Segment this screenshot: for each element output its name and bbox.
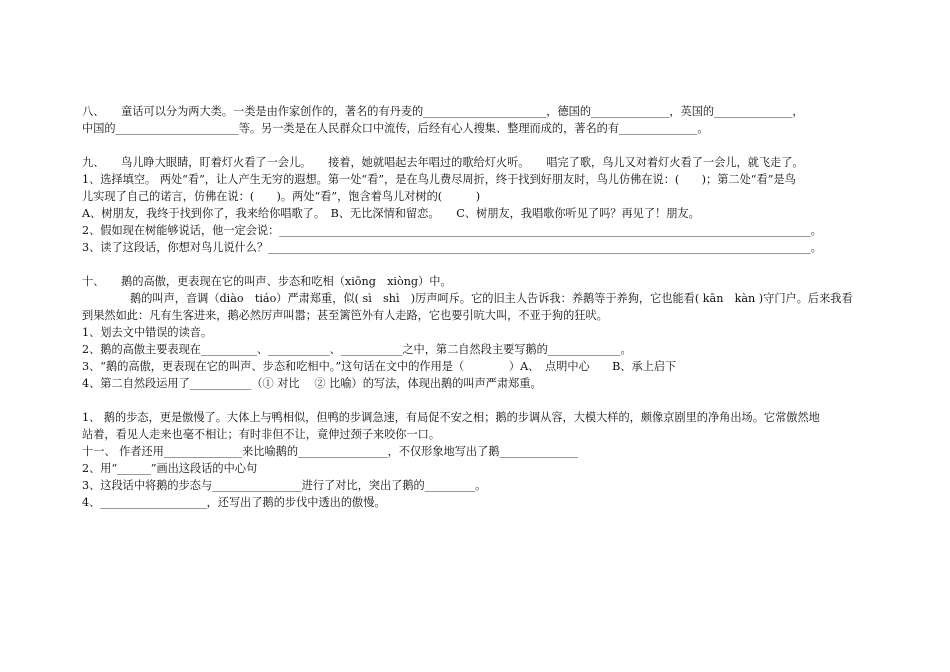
section11-q1: 十一、 作者还用______________来比喻鹅的________________，不仅形象地写出了鹅______________: [82, 445, 578, 458]
section10-heading: 十、 鹅的高傲，更表现在它的叫声、步态和吃相（xiōng xiòng）中。: [82, 275, 452, 288]
section11-q2: 2、用“______”画出这段话的中心句: [82, 462, 258, 475]
section10-q2: 2、鹅的高傲主要表现在__________、___________、___________之中，第二自然段主要写鹅的_____________。: [82, 343, 632, 356]
section9-passage: 九、 鸟儿睁大眼睛，盯着灯火看了一会儿。 接着，她就唱起去年唱过的歌给灯火听。 唱完了歌，鸟儿又对着灯火看了一会儿，就飞走了。: [82, 156, 804, 169]
section11-q3: 3、这段话中将鹅的步态与________________进行了对比，突出了鹅的_________。: [82, 479, 487, 492]
section10-paragraph-line1: 鹅的叫声，音调（diào tiáo）严肃郑重，似( sì shì )厉声呵斥。它的旧主人告诉我：养鹅等于养狗，它也能看( kān kàn )守门户。后来我看: [130, 292, 853, 305]
section8-line1: 八、 童话可以分为两大类。一类是由作家创作的，著名的有丹麦的______________________，德国的______________，英国的______________，: [82, 105, 804, 118]
section10-paragraph-line2: 到果然如此：凡有生客进来，鹅必然厉声叫嚣；甚至篱笆外有人走路，它也要引吭大叫，不亚于狗的狂吠。: [82, 309, 608, 322]
section9-q2: 2、假如现在树能够说话，他一定会说：_______________________________________________________________________________________________。: [82, 224, 822, 237]
section10-q1: 1、划去文中错误的读音。: [82, 326, 213, 339]
section11-paragraph-line2: 站着，看见人走来也毫不相让；有时非但不让，竟伸过颈子来咬你一口。: [82, 428, 441, 441]
section11-paragraph-line1: 1、 鹅的步态，更是傲慢了。大体上与鸭相似，但鸭的步调急速，有局促不安之相；鹅的步调从容，大模大样的，颇像京剧里的净角出场。它常傲然地: [82, 411, 820, 424]
section9-q1-options: A、树朋友，我终于找到你了，我来给你唱歌了。 B、无比深情和留恋。 C、树朋友，我唱歌你听见了吗？再见了！朋友。: [82, 207, 700, 220]
section11-q4: 4、___________________，还写出了鹅的步伐中透出的傲慢。: [82, 496, 386, 509]
section8-line2: 中国的______________________等。另一类是在人民群众口中流传，后经有心人搜集、整理而成的，著名的有______________。: [82, 122, 709, 135]
section9-q3: 3、读了这段话，你想对鸟儿说什么？_________________________________________________________________________________________________。: [82, 241, 822, 254]
section10-q3: 3、“鹅的高傲，更表现在它的叫声、步态和吃相中。”这句话在文中的作用是（ ）A、 点明中心 B、承上启下: [82, 360, 677, 373]
section9-q1-line2: 儿实现了自己的诺言，仿佛在说：( )。两处“看”，饱含着鸟儿对树的( ): [82, 190, 481, 203]
section10-q4: 4、第二自然段运用了___________（① 对比 ② 比喻）的写法，体现出鹅的叫声严肃郑重。: [82, 377, 542, 390]
section9-q1-line1: 1、选择填空。 两处“看”，让人产生无穷的遐想。第一处“看”，是在鸟儿费尽周折，终于找到好朋友时，鸟儿仿佛在说：( )；第二处“看”是鸟: [82, 173, 796, 186]
